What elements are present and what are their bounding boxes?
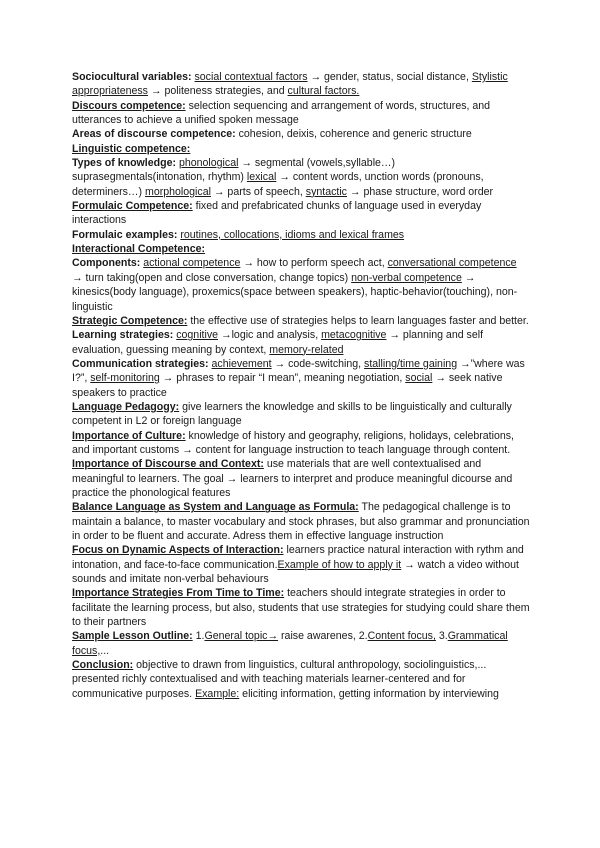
underlined-term: cultural factors. bbox=[287, 85, 360, 98]
term-heading: Balance Language as System and Language as Formula: bbox=[72, 501, 359, 514]
paragraph-strategic-competence bbox=[72, 314, 530, 328]
paragraph-language-pedagogy bbox=[72, 400, 530, 429]
text-run: →”where was I?”, bbox=[72, 357, 525, 385]
paragraph-sociocultural bbox=[72, 70, 530, 99]
text-run: objective to drawn from linguistics, cultural anthropology, sociolinguistics,... presented richly contextualised and with teaching materials learner-centered and for communicative purposes. bbox=[72, 659, 487, 700]
term-heading: Focus on Dynamic Aspects of Interaction: bbox=[72, 544, 284, 557]
underlined-term: Example of how to apply it bbox=[277, 558, 402, 571]
underlined-term: self-monitoring bbox=[90, 372, 160, 385]
term-heading: Learning strategies: bbox=[72, 329, 174, 342]
underlined-term: General topic→ bbox=[204, 630, 279, 643]
text-run: 1. bbox=[192, 630, 205, 643]
text-run: the effective use of strategies helps to learn languages faster and better. bbox=[187, 314, 529, 327]
underlined-term: routines, collocations, idioms and lexical frames bbox=[180, 228, 405, 241]
text-run: → phase structure, word order bbox=[346, 185, 494, 198]
term-heading: Conclusion: bbox=[72, 659, 134, 672]
text-run: → seek native speakers to practice bbox=[72, 372, 503, 399]
paragraph-importance-strategies bbox=[72, 586, 530, 629]
paragraph-discours-competence bbox=[72, 99, 530, 128]
term-heading: Communication strategies: bbox=[72, 357, 209, 370]
text-run: → watch a video without sounds and imitate non-verbal behaviours bbox=[72, 558, 519, 586]
paragraph-communication-strategies bbox=[72, 357, 530, 400]
text-run: → planning and self evaluation, guessing meaning by context, bbox=[72, 329, 484, 356]
underlined-term: social contextual factors bbox=[194, 71, 308, 83]
underlined-term: syntactic bbox=[305, 185, 347, 198]
text-run: → turn taking(open and close conversation, change topics) bbox=[72, 271, 352, 284]
text-run: eliciting information, getting information by interviewing bbox=[239, 687, 499, 700]
paragraph-formulaic-competence bbox=[72, 199, 530, 228]
text-run: selection sequencing and arrangement of words, structures, and utterances to achieve a unified spoken message bbox=[72, 99, 491, 127]
term-heading: Linguistic competence: bbox=[72, 142, 191, 155]
underlined-term: stalling/time gaining bbox=[364, 357, 458, 370]
term-heading: Importance of Discourse and Context: bbox=[72, 458, 264, 471]
text-run: use materials that are well contextualised and meaningful to learners. The goal → learners to interpret and produce meaningful dicourse and practice the phonological features bbox=[72, 458, 513, 499]
paragraph-importance-of-culture bbox=[72, 429, 530, 458]
text-run: → content words, unction words (pronouns, determiners…) bbox=[72, 171, 484, 198]
paragraph-interactional-competence bbox=[72, 242, 530, 256]
text-run: raise awarenes, 2. bbox=[278, 630, 368, 643]
paragraph-types-of-knowledge bbox=[72, 156, 530, 199]
underlined-term: memory-related bbox=[269, 343, 344, 356]
paragraph-focus-dynamic bbox=[72, 543, 530, 586]
paragraph-areas-of-discourse bbox=[72, 127, 530, 141]
term-heading: Importance of Culture: bbox=[72, 429, 186, 442]
underlined-term: actional competence bbox=[143, 257, 241, 270]
term-heading: Importance Strategies From Time to Time: bbox=[72, 587, 285, 600]
text-run: learners practice natural interaction with rythm and intonation, and face-to-face communication. bbox=[72, 544, 524, 571]
term-heading: Strategic Competence: bbox=[72, 314, 188, 327]
underlined-term: non-verbal competence bbox=[351, 271, 462, 284]
text-run: 3. bbox=[435, 630, 448, 643]
underlined-term: Grammatical focus, bbox=[72, 630, 508, 657]
term-heading: Sample Lesson Outline: bbox=[72, 630, 193, 643]
text-run: → parts of speech, bbox=[210, 185, 306, 198]
text-run: → gender, status, social distance, bbox=[307, 71, 472, 83]
underlined-term: Content focus, bbox=[367, 630, 436, 643]
paragraph-conclusion bbox=[72, 658, 530, 701]
document-body bbox=[72, 70, 530, 701]
paragraph-learning-strategies bbox=[72, 328, 530, 357]
underlined-term: Example: bbox=[195, 687, 240, 700]
paragraph-linguistic-competence bbox=[72, 142, 530, 156]
text-run: The pedagogical challenge is to maintain a balance, to master vocabulary and stock phrases, but also grammar and pronunciation in order to be fluent and accurate. Adress them in effective language instruction bbox=[72, 501, 530, 542]
term-heading: Formulaic Competence: bbox=[72, 200, 193, 213]
paragraph-formulaic-examples bbox=[72, 228, 530, 242]
paragraph-balance-language bbox=[72, 500, 530, 543]
term-heading: Interactional Competence: bbox=[72, 243, 206, 256]
underlined-term: social bbox=[405, 372, 433, 385]
underlined-term: morphological bbox=[145, 185, 211, 198]
term-heading: Components: bbox=[72, 257, 141, 270]
term-heading: Language Pedagogy: bbox=[72, 400, 180, 413]
term-heading: Sociocultural variables: bbox=[72, 71, 192, 83]
text-run: give learners the knowledge and skills to be linguistically and culturally competent in L2 or foreign language bbox=[72, 400, 512, 428]
text-run: → code-switching, bbox=[271, 357, 365, 370]
underlined-term: achievement bbox=[211, 357, 272, 370]
underlined-term: metacognitive bbox=[321, 329, 387, 342]
text-run: → kinesics(body language), proxemics(space between speakers), haptic-behavior(touching), non-linguistic bbox=[72, 271, 518, 313]
text-run: → politeness strategies, and bbox=[147, 85, 288, 98]
term-heading: Formulaic examples: bbox=[72, 228, 178, 241]
underlined-term: phonological bbox=[178, 157, 239, 170]
text-run: → how to perform speech act, bbox=[240, 257, 388, 270]
text-run: → segmental (vowels,syllable…) suprasegmentals(intonation, rhythm) bbox=[72, 157, 396, 184]
paragraph-importance-discourse-context bbox=[72, 457, 530, 500]
term-heading: Discours competence: bbox=[72, 99, 186, 112]
paragraph-components bbox=[72, 256, 530, 313]
term-heading: Types of knowledge: bbox=[72, 157, 176, 170]
text-run: fixed and prefabricated chunks of language used in everyday interactions bbox=[72, 200, 482, 227]
text-run: →logic and analysis, bbox=[218, 329, 322, 342]
underlined-term: conversational competence bbox=[387, 257, 517, 270]
paragraph-sample-lesson bbox=[72, 629, 530, 658]
underlined-term: Stylistic appropriateness bbox=[72, 71, 508, 98]
text-run: cohesion, deixis, coherence and generic structure bbox=[235, 128, 472, 141]
underlined-term: lexical bbox=[246, 171, 277, 184]
term-heading: Areas of discourse competence: bbox=[72, 128, 236, 141]
text-run: knowledge of history and geography, religions, holidays, celebrations, and important customs → content for language instruction to teach language through content. bbox=[72, 429, 514, 456]
text-run: → phrases to repair “I mean”, meaning negotiation, bbox=[159, 372, 406, 385]
underlined-term: cognitive bbox=[176, 329, 219, 342]
text-run: teachers should integrate strategies in order to facilitate the learning process, but also, students that use strategies for studying could share them to their partners bbox=[72, 587, 530, 629]
text-run: ... bbox=[100, 644, 110, 657]
